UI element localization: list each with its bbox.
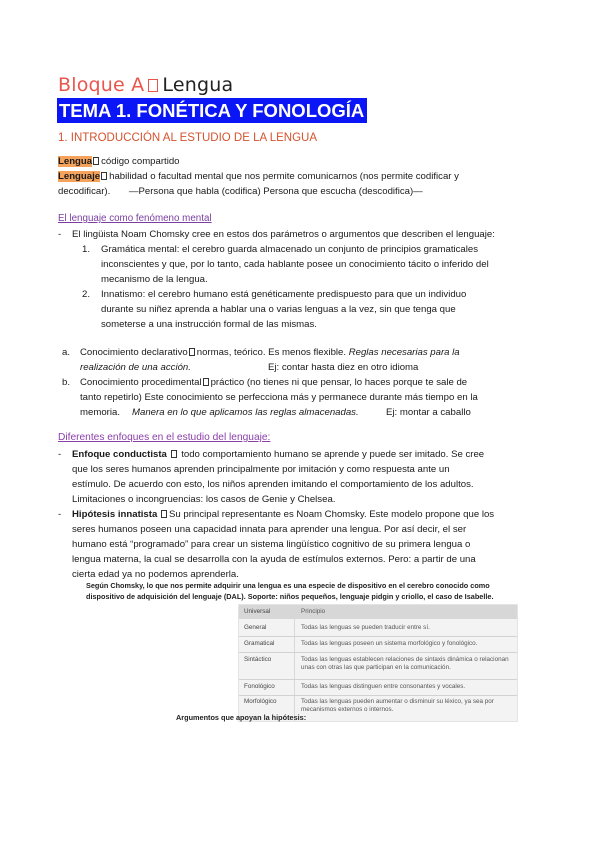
list-number: 2.: [82, 289, 91, 300]
definition-text: código compartido: [101, 156, 180, 167]
approach-term: Hipótesis innatista: [72, 509, 158, 520]
list-item-line: someterse a una instrucción formal de las mismas.: [101, 319, 317, 330]
definition-lenguaje: [58, 169, 459, 184]
knowledge-italic: Manera en lo que aplicamos las reglas almacenadas.: [132, 407, 359, 418]
paragraph: El lingüista Noam Chomsky cree en estos dos parámetros o argumentos que describen el lenguaje:: [72, 229, 495, 240]
table-cell: Todas las lenguas distinguen entre consonantes y vocales.: [301, 683, 466, 690]
approach-text: que los seres humanos aprenden principalmente por imitación y como respuesta ante un: [72, 464, 450, 475]
list-item-line: inconscientes y que, por lo tanto, cada hablante posee un conocimiento tácito o inferido del: [101, 259, 489, 270]
subsection-title: Diferentes enfoques en el estudio del lenguaje:: [58, 432, 271, 443]
list-item: Innatismo: el cerebro humano está genéticamente predispuesto para que un individuo: [101, 289, 467, 300]
definition-text: habilidad o facultad mental que nos permite comunicarnos (nos permite codificar y: [109, 171, 459, 182]
approach-innatist: [72, 507, 494, 522]
list-letter: a.: [62, 347, 71, 358]
row-divider: [239, 679, 517, 680]
knowledge-procedural: [80, 375, 467, 390]
table-cell: Fonológico: [244, 683, 275, 690]
approach-behaviorist: [72, 447, 484, 462]
subject-label: Lengua: [162, 74, 234, 96]
list-item: Gramática mental: el cerebro guarda almacenado un conjunto de principios gramaticales: [101, 244, 479, 255]
knowledge-text: memoria.: [80, 407, 120, 418]
column-divider: [294, 605, 295, 721]
term-lenguaje: Lenguaje: [58, 171, 101, 182]
approach-text: estímulo. De acuerdo con esto, los niños aprenden imitando el comportamiento de los adultos.: [72, 479, 474, 490]
definition-text: decodificar). —Persona que habla (codifica) Persona que escucha (descodifica)—: [58, 186, 423, 197]
knowledge-text: práctico (no tienes ni que pensar, lo haces porque te sale de: [210, 377, 468, 388]
knowledge-example: Ej: montar a caballo: [386, 407, 471, 418]
term-lengua: Lengua: [58, 156, 93, 167]
table-cell: Gramatical: [244, 640, 275, 647]
header-principio: Principio: [301, 608, 326, 615]
list-item-line: durante su niñez aprenda a hablar una o varias lenguas a la vez, sin que tenga que: [101, 304, 456, 315]
table-cell: Todas las lenguas poseen un sistema morfológico y fonológico.: [301, 640, 478, 647]
approach-text: lengua materna, la cual se desarrolla con la ayuda de estímulos externos. Pero: a partir de una: [72, 554, 476, 565]
missing-glyph-icon: [171, 450, 177, 458]
universals-table: [238, 604, 518, 722]
missing-glyph-icon: [161, 510, 167, 518]
missing-glyph-icon: [148, 79, 158, 92]
table-cell: General: [244, 624, 267, 631]
note-line: Según Chomsky, lo que nos permite adquirir una lengua es una especie de dispositivo en el cerebro conocido como: [86, 581, 490, 590]
table-side-label: Argumentos que apoyan la hipótesis:: [176, 713, 307, 722]
knowledge-text: tanto repetirlo) Este conocimiento se perfecciona más y permanece durante más tiempo en la: [80, 392, 478, 403]
knowledge-example: Ej: contar hasta diez en otro idioma: [268, 362, 419, 373]
bullet-dash: -: [58, 509, 62, 520]
approach-text: seres humanos poseen una capacidad innata para aprender una lengua. Por así decir, el ser: [72, 524, 467, 535]
note-line: dispositivo de adquisición del lenguaje (DAL). Soporte: niños pequeños, lenguaje pidgin y criollo, el caso de Isabelle.: [86, 592, 494, 601]
missing-glyph-icon: [189, 348, 195, 356]
knowledge-italic: Reglas necesarias para la: [348, 347, 460, 358]
table-cell: Todas las lenguas pueden aumentar o disminuir su léxico, ya sea por mecanismos externos o internos.: [301, 698, 494, 713]
subsection-title: El lenguaje como fenómeno mental: [58, 213, 212, 224]
list-number: 1.: [82, 244, 91, 255]
missing-glyph-icon: [93, 157, 99, 165]
bullet-dash: -: [58, 449, 62, 460]
section-heading: 1. INTRODUCCIÓN AL ESTUDIO DE LA LENGUA: [58, 132, 318, 144]
row-divider: [239, 636, 517, 637]
block-label: Bloque A: [58, 74, 145, 96]
table-cell: Todas las lenguas se pueden traducir entre sí.: [301, 624, 430, 631]
definition-lengua: [58, 154, 180, 169]
approach-text: cierta edad ya no podemos aprenderla.: [72, 569, 239, 580]
table-cell: Morfológico: [244, 698, 277, 705]
missing-glyph-icon: [203, 378, 209, 386]
approach-text: todo comportamiento humano se aprende y puede ser imitado. Se cree: [181, 449, 485, 460]
bullet-dash: -: [58, 229, 62, 240]
knowledge-term: Conocimiento procedimental: [80, 377, 202, 388]
list-letter: b.: [62, 377, 71, 388]
knowledge-italic: realización de una acción.: [80, 362, 191, 373]
knowledge-text: normas, teórico. Es menos flexible.: [196, 347, 349, 358]
approach-text: Limitaciones o incongruencias: los casos de Genie y Chelsea.: [72, 494, 336, 505]
block-heading: [58, 74, 233, 96]
row-divider: [239, 695, 517, 696]
missing-glyph-icon: [101, 172, 107, 180]
page-title: TEMA 1. FONÉTICA Y FONOLOGÍA: [57, 98, 367, 123]
knowledge-term: Conocimiento declarativo: [80, 347, 188, 358]
table-cell: Todas las lenguas establecen relaciones de sintaxis dinámica o relacionan unas con otras las que participan en la comunicación.: [301, 656, 509, 671]
approach-text: humano está “programado” para crear un sistema lingüístico cognitivo de su primera lengua o: [72, 539, 471, 550]
list-item-line: mecanismo de la lengua.: [101, 274, 208, 285]
approach-term: Enfoque conductista: [72, 449, 167, 460]
row-divider: [239, 652, 517, 653]
header-universal: Universal: [244, 608, 271, 615]
table-header: [239, 605, 517, 619]
table-cell: Sintáctico: [244, 656, 272, 663]
approach-text: Su principal representante es Noam Chomsky. Este modelo propone que los: [168, 509, 495, 520]
knowledge-declarative: [80, 345, 460, 360]
